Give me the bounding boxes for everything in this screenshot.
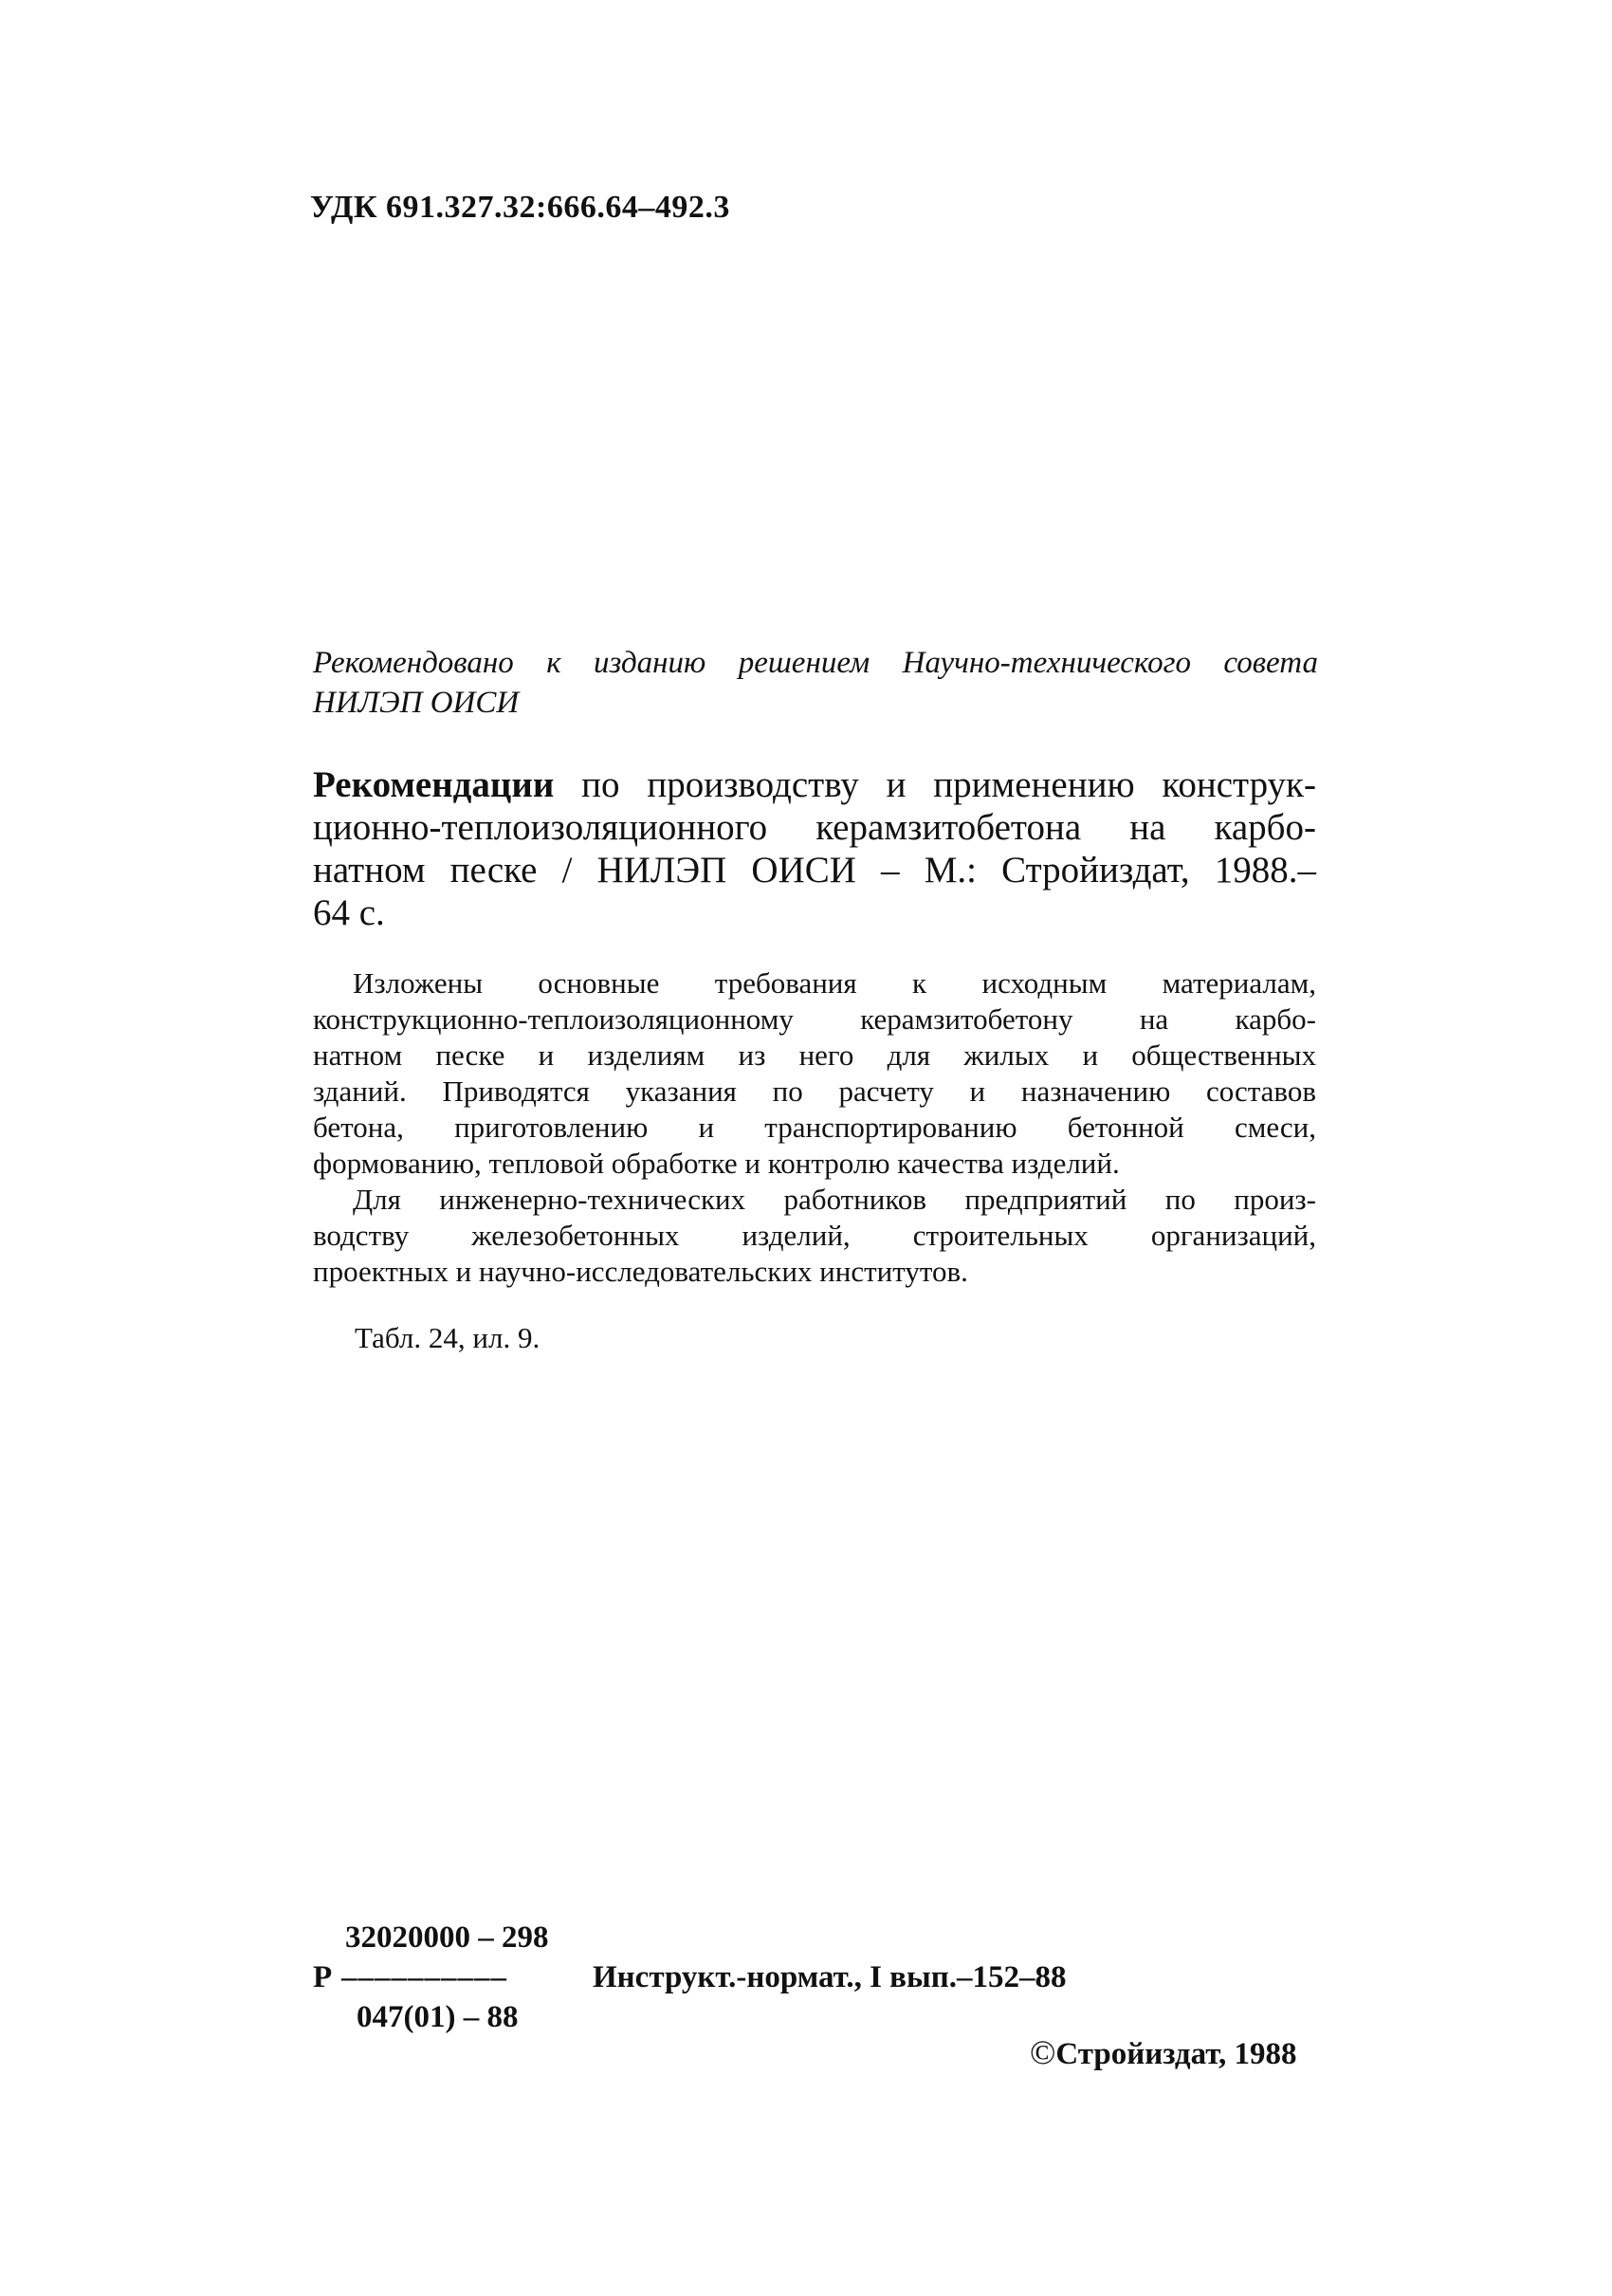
copyright-text: Стройиздат, 1988	[1055, 2037, 1297, 2071]
citation-line: натном песке / НИЛЭП ОИСИ – М.: Стройиздат, 1988.–	[313, 850, 1316, 891]
citation-line-rest: по производству и применению конструк-	[554, 764, 1316, 805]
abstract-line: бетона, приготовлению и транспортированию бетонной смеси,	[313, 1111, 1316, 1144]
abstract-line: Изложены основные требования к исходным материалам,	[353, 966, 1316, 1000]
recommendation-line: НИЛЭП ОИСИ	[313, 686, 520, 720]
code-letter: Р	[313, 1960, 333, 1994]
udk-code: УДК 691.327.32:666.64–492.3	[310, 190, 730, 225]
abstract-line: Для инженерно-технических работников предприятий по произ-	[353, 1183, 1316, 1216]
citation-line	[313, 763, 1316, 806]
abstract-line: конструкционно-теплоизоляционному керамзитобетону на карбо-	[313, 1002, 1316, 1036]
abstract-line: зданий. Приводятся указания по расчету и назначению составов	[313, 1075, 1316, 1108]
abstract-line: формованию, тепловой обработке и контролю качества изделий.	[313, 1147, 1120, 1180]
tables-illustrations-note: Табл. 24, ил. 9.	[355, 1321, 540, 1354]
citation-title-word: Рекомендации	[313, 764, 555, 805]
citation-line: 64 с.	[313, 892, 385, 933]
copyright-icon: ©	[1030, 2033, 1056, 2071]
recommendation-line: Рекомендовано к изданию решением Научно-технического совета	[313, 646, 1318, 680]
publication-code	[313, 1920, 1166, 2044]
citation-line: ционно-теплоизоляционного керамзитобетона на карбо-	[313, 807, 1316, 848]
code-divider: ––––––––––	[341, 1960, 507, 1994]
abstract-line: натном песке и изделиям из него для жилых и общественных	[313, 1038, 1316, 1072]
publication-recommendation	[313, 643, 1318, 723]
abstract-line: проектных и научно-исследовательских институтов.	[313, 1255, 968, 1288]
abstract-line: водству железобетонных изделий, строительных организаций,	[313, 1219, 1316, 1252]
bibliographic-citation	[313, 763, 1316, 934]
code-numerator: 32020000 – 298	[345, 1920, 549, 1955]
code-denominator: 047(01) – 88	[357, 2000, 519, 2034]
copyright-notice	[1030, 2032, 1296, 2072]
abstract-text	[313, 965, 1316, 1290]
code-instruction: Инструкт.-нормат., I вып.–152–88	[593, 1960, 1067, 1994]
